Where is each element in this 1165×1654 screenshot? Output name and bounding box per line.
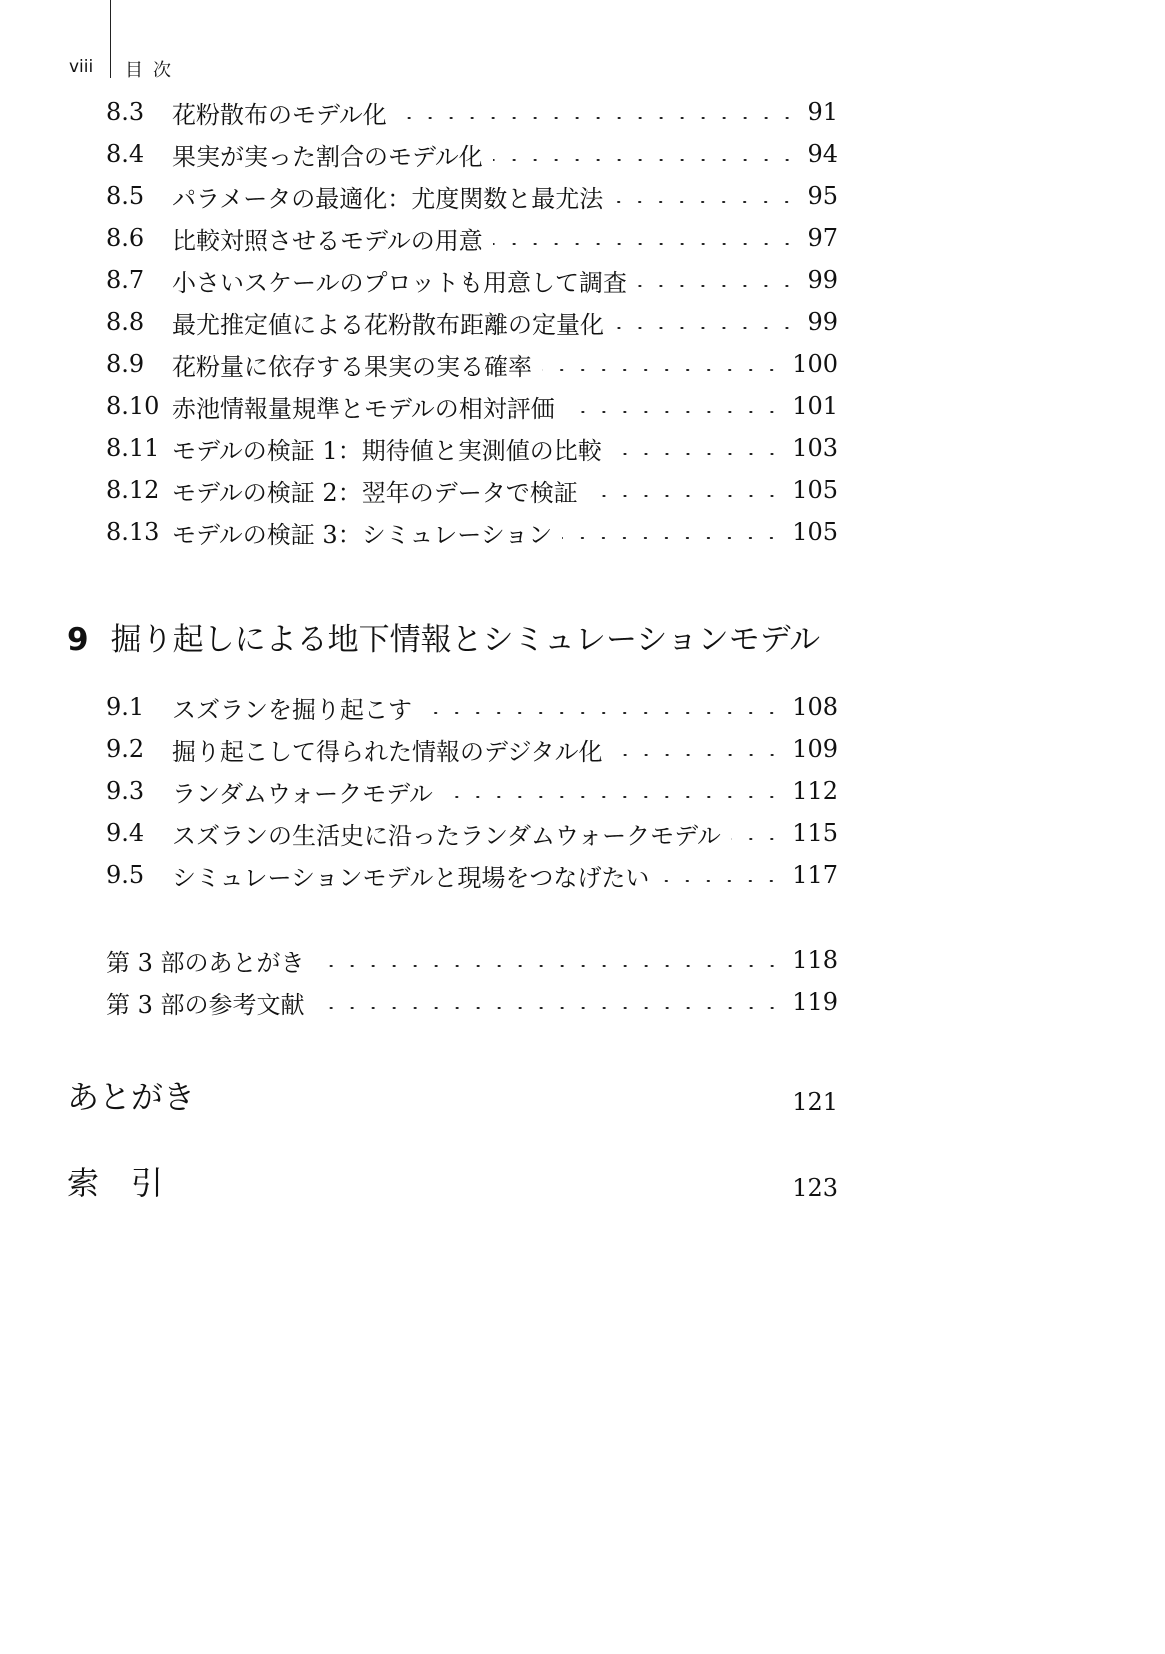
section-title: モデルの検証 3：シミュレーション [172, 520, 553, 549]
section-title: 比較対照させるモデルの用意 [172, 226, 483, 255]
section-number: 8.12 [106, 476, 160, 504]
page-ref: 97 [807, 224, 838, 252]
entry-title: 第 3 部の参考文献 [106, 990, 305, 1019]
toc-entry-8-7 [106, 259, 838, 301]
dot-leader [315, 1007, 783, 1009]
toc-entry-9-3 [106, 770, 838, 812]
section-title: スズランの生活史に沿ったランダムウォークモデル [172, 821, 721, 850]
section-title: 掘り起こして得られた情報のデジタル化 [172, 737, 603, 766]
dot-leader [562, 537, 782, 539]
chapter-title: 掘り起しによる地下情報とシミュレーションモデル [110, 622, 821, 658]
page-ref: 123 [792, 1174, 838, 1202]
dot-leader [731, 838, 782, 840]
dot-leader [612, 453, 782, 455]
entry-title: 索 引 [67, 1164, 164, 1202]
dot-leader [613, 201, 797, 203]
toc-entry-index [67, 1158, 838, 1208]
dot-leader [565, 411, 782, 413]
section-number: 8.9 [106, 350, 145, 378]
dot-leader [659, 880, 782, 882]
dot-leader [542, 369, 782, 371]
section-number: 8.7 [106, 266, 145, 294]
section-title: 花粉量に依存する果実の実る確率 [172, 352, 532, 381]
page-ref: 109 [792, 735, 838, 763]
dot-leader [637, 285, 797, 287]
page-number: viii [69, 57, 94, 77]
page-ref: 121 [792, 1088, 838, 1116]
toc-entry-afterword [67, 1072, 838, 1122]
section-title: 最尤推定値による花粉散布距離の定量化 [172, 310, 604, 339]
page-ref: 99 [807, 266, 838, 294]
page-ref: 112 [792, 777, 838, 805]
running-title: 目次 [125, 60, 181, 81]
page-ref: 105 [792, 476, 838, 504]
page-ref: 118 [792, 946, 838, 974]
section-number: 8.13 [106, 518, 160, 546]
page-ref: 119 [792, 988, 838, 1016]
running-header [0, 0, 1165, 90]
toc-entry-8-4 [106, 133, 838, 175]
section-number: 9.5 [106, 861, 145, 889]
header-divider [110, 0, 111, 78]
page-ref: 100 [792, 350, 838, 378]
toc-entry-8-11 [106, 427, 838, 469]
entry-title: あとがき [67, 1078, 196, 1116]
toc-entry-8-8 [106, 301, 838, 343]
toc-entry-8-12 [106, 469, 838, 511]
section-title: モデルの検証 1：期待値と実測値の比較 [172, 436, 602, 465]
page-ref: 95 [807, 182, 838, 210]
page-ref: 115 [792, 819, 838, 847]
page-ref: 103 [792, 434, 838, 462]
dot-leader [493, 159, 798, 161]
section-number: 8.8 [106, 308, 145, 336]
dot-leader [443, 796, 782, 798]
page-ref: 91 [807, 98, 838, 126]
dot-leader [315, 965, 783, 967]
section-number: 8.10 [106, 392, 160, 420]
section-title: モデルの検証 2：翌年のデータで検証 [172, 478, 578, 507]
toc-entry-8-9 [106, 343, 838, 385]
toc-entry-8-10 [106, 385, 838, 427]
toc-entry-8-6 [106, 217, 838, 259]
chapter-9-heading [67, 614, 820, 659]
section-number: 9.1 [106, 693, 145, 721]
dot-leader [397, 117, 798, 119]
section-number: 9.2 [106, 735, 145, 763]
section-title: パラメータの最適化：尤度関数と最尤法 [172, 184, 604, 213]
toc-entry-9-4 [106, 812, 838, 854]
section-title: スズランを掘り起こす [172, 695, 412, 724]
section-number: 8.6 [106, 224, 145, 252]
section-title: ランダムウォークモデル [172, 779, 433, 808]
page-ref: 108 [792, 693, 838, 721]
toc-entry-8-3 [106, 91, 838, 133]
toc-entry-8-5 [106, 175, 838, 217]
dot-leader [422, 712, 782, 714]
section-title: 赤池情報量規準とモデルの相対評価 [172, 394, 555, 423]
section-title: 花粉散布のモデル化 [172, 100, 387, 129]
section-number: 8.11 [106, 434, 160, 462]
toc-entry-9-1 [106, 686, 838, 728]
page-ref: 101 [792, 392, 838, 420]
toc-entry-9-5 [106, 854, 838, 896]
dot-leader [493, 243, 798, 245]
page-ref: 105 [792, 518, 838, 546]
section-number: 8.4 [106, 140, 145, 168]
toc-entry-part3-afterword [106, 939, 838, 981]
page-ref: 99 [807, 308, 838, 336]
chapter-number: 9 [67, 622, 89, 658]
toc-entry-part3-references [106, 981, 838, 1023]
section-number: 9.3 [106, 777, 145, 805]
page-ref: 117 [792, 861, 838, 889]
section-number: 8.5 [106, 182, 145, 210]
toc-entry-8-13 [106, 511, 838, 553]
section-title: シミュレーションモデルと現場をつなげたい [172, 863, 650, 892]
dot-leader [613, 754, 783, 756]
section-number: 9.4 [106, 819, 145, 847]
section-number: 8.3 [106, 98, 145, 126]
page-ref: 94 [807, 140, 838, 168]
section-title: 果実が実った割合のモデル化 [172, 142, 483, 171]
toc-entry-9-2 [106, 728, 838, 770]
dot-leader [588, 495, 782, 497]
section-title: 小さいスケールのプロットも用意して調査 [172, 268, 628, 297]
entry-title: 第 3 部のあとがき [106, 948, 305, 977]
dot-leader [614, 327, 797, 329]
